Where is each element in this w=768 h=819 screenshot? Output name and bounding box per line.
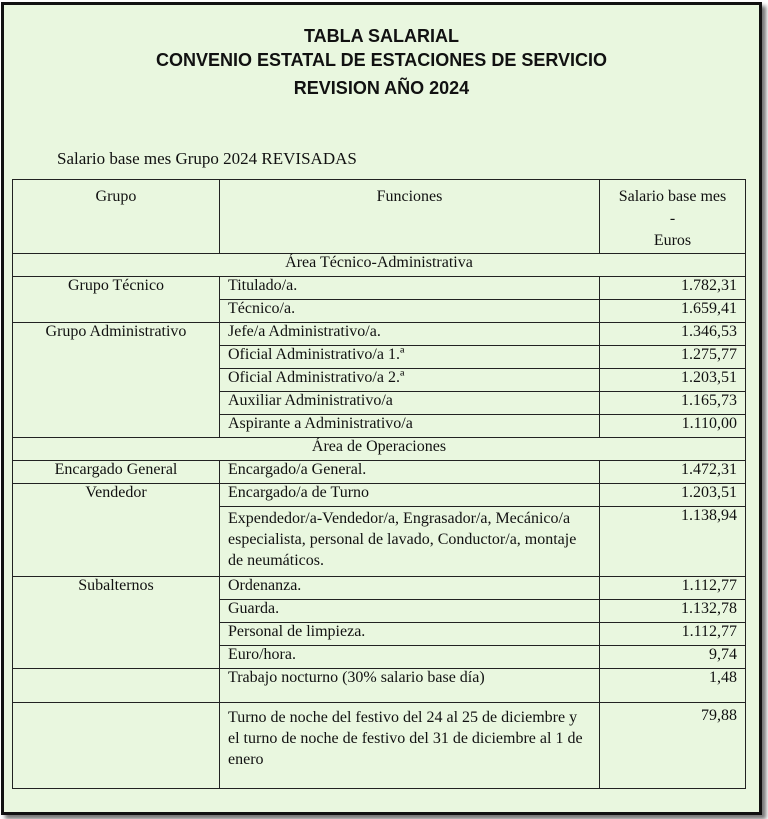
salario-cell: 79,88 [600,703,746,789]
table-row [13,507,746,577]
funcion-cell: Oficial Administrativo/a 1.ª [220,346,600,369]
table-row [13,346,746,369]
table-row [13,277,746,300]
grupo-cell: Grupo Técnico [13,277,220,300]
salario-cell: 1.165,73 [600,392,746,415]
grupo-cell [13,300,220,323]
grupo-cell [13,369,220,392]
salario-cell: 1.346,53 [600,323,746,346]
grupo-cell: Encargado General [13,461,220,484]
salary-table [12,179,746,789]
salario-cell: 1.275,77 [600,346,746,369]
funcion-cell: Oficial Administrativo/a 2.ª [220,369,600,392]
area-row [13,254,746,277]
funcion-cell: Técnico/a. [220,300,600,323]
funcion-cell: Ordenanza. [220,577,600,600]
funcion-cell: Aspirante a Administrativo/a [220,415,600,438]
table-row [13,323,746,346]
salario-cell: 1.203,51 [600,484,746,507]
table-row [13,415,746,438]
salario-cell: 1.132,78 [600,600,746,623]
table-row [13,646,746,669]
header-salario-line3: Euros [653,232,692,249]
title-line-3: REVISION AÑO 2024 [293,78,470,98]
grupo-cell [13,669,220,703]
header-salario [600,180,746,254]
funcion-cell: Expendedor/a-Vendedor/a, Engrasador/a, Mecánico/a especialista, personal de lavado, Conductor/a, montaje de neumáticos. [220,507,600,577]
title-line-2: CONVENIO ESTATAL DE ESTACIONES DE SERVICIO [155,50,608,70]
funcion-cell: Guarda. [220,600,600,623]
funcion-cell: Encargado/a de Turno [220,484,600,507]
title-line-1: TABLA SALARIAL [304,26,459,46]
funcion-cell: Encargado/a General. [220,461,600,484]
funcion-cell: Titulado/a. [220,277,600,300]
grupo-cell [13,415,220,438]
area-row [13,438,746,461]
grupo-cell: Subalternos [13,577,220,600]
table-row [13,669,746,703]
salario-cell: 1.659,41 [600,300,746,323]
salario-cell: 9,74 [600,646,746,669]
header-salario-line2: - [669,210,676,227]
grupo-cell [13,646,220,669]
salario-cell: 1.203,51 [600,369,746,392]
table-caption: Salario base mes Grupo 2024 REVISADAS [57,149,357,168]
funcion-cell: Turno de noche del festivo del 24 al 25 de diciembre y el turno de noche de festivo del 31 de diciembre al 1 de enero [220,703,600,789]
grupo-cell [13,600,220,623]
table-row [13,392,746,415]
table-row [13,484,746,507]
salario-cell: 1,48 [600,669,746,703]
table-row [13,369,746,392]
funcion-cell: Trabajo nocturno (30% salario base día) [220,669,600,703]
table-row [13,600,746,623]
table-row [13,300,746,323]
grupo-cell [13,703,220,789]
funcion-cell: Auxiliar Administrativo/a [220,392,600,415]
area-tecnico-administrativa: Área Técnico-Administrativa [13,254,746,277]
salario-cell: 1.782,31 [600,277,746,300]
grupo-cell [13,623,220,646]
funcion-cell: Jefe/a Administrativo/a. [220,323,600,346]
header-grupo: Grupo [13,180,220,254]
salario-cell: 1.112,77 [600,577,746,600]
salario-cell: 1.472,31 [600,461,746,484]
header-salario-line1: Salario base mes [618,188,727,205]
table-row [13,461,746,484]
table-row [13,623,746,646]
funcion-cell: Euro/hora. [220,646,600,669]
grupo-cell [13,392,220,415]
area-operaciones: Área de Operaciones [13,438,746,461]
table-row [13,577,746,600]
table-row [13,703,746,789]
grupo-cell: Vendedor [13,484,220,507]
salario-cell: 1.110,00 [600,415,746,438]
header-row [13,180,746,254]
grupo-cell: Grupo Administrativo [13,323,220,346]
funcion-cell: Personal de limpieza. [220,623,600,646]
header-funciones: Funciones [220,180,600,254]
grupo-cell [13,507,220,577]
grupo-cell [13,346,220,369]
salario-cell: 1.138,94 [600,507,746,577]
salario-cell: 1.112,77 [600,623,746,646]
